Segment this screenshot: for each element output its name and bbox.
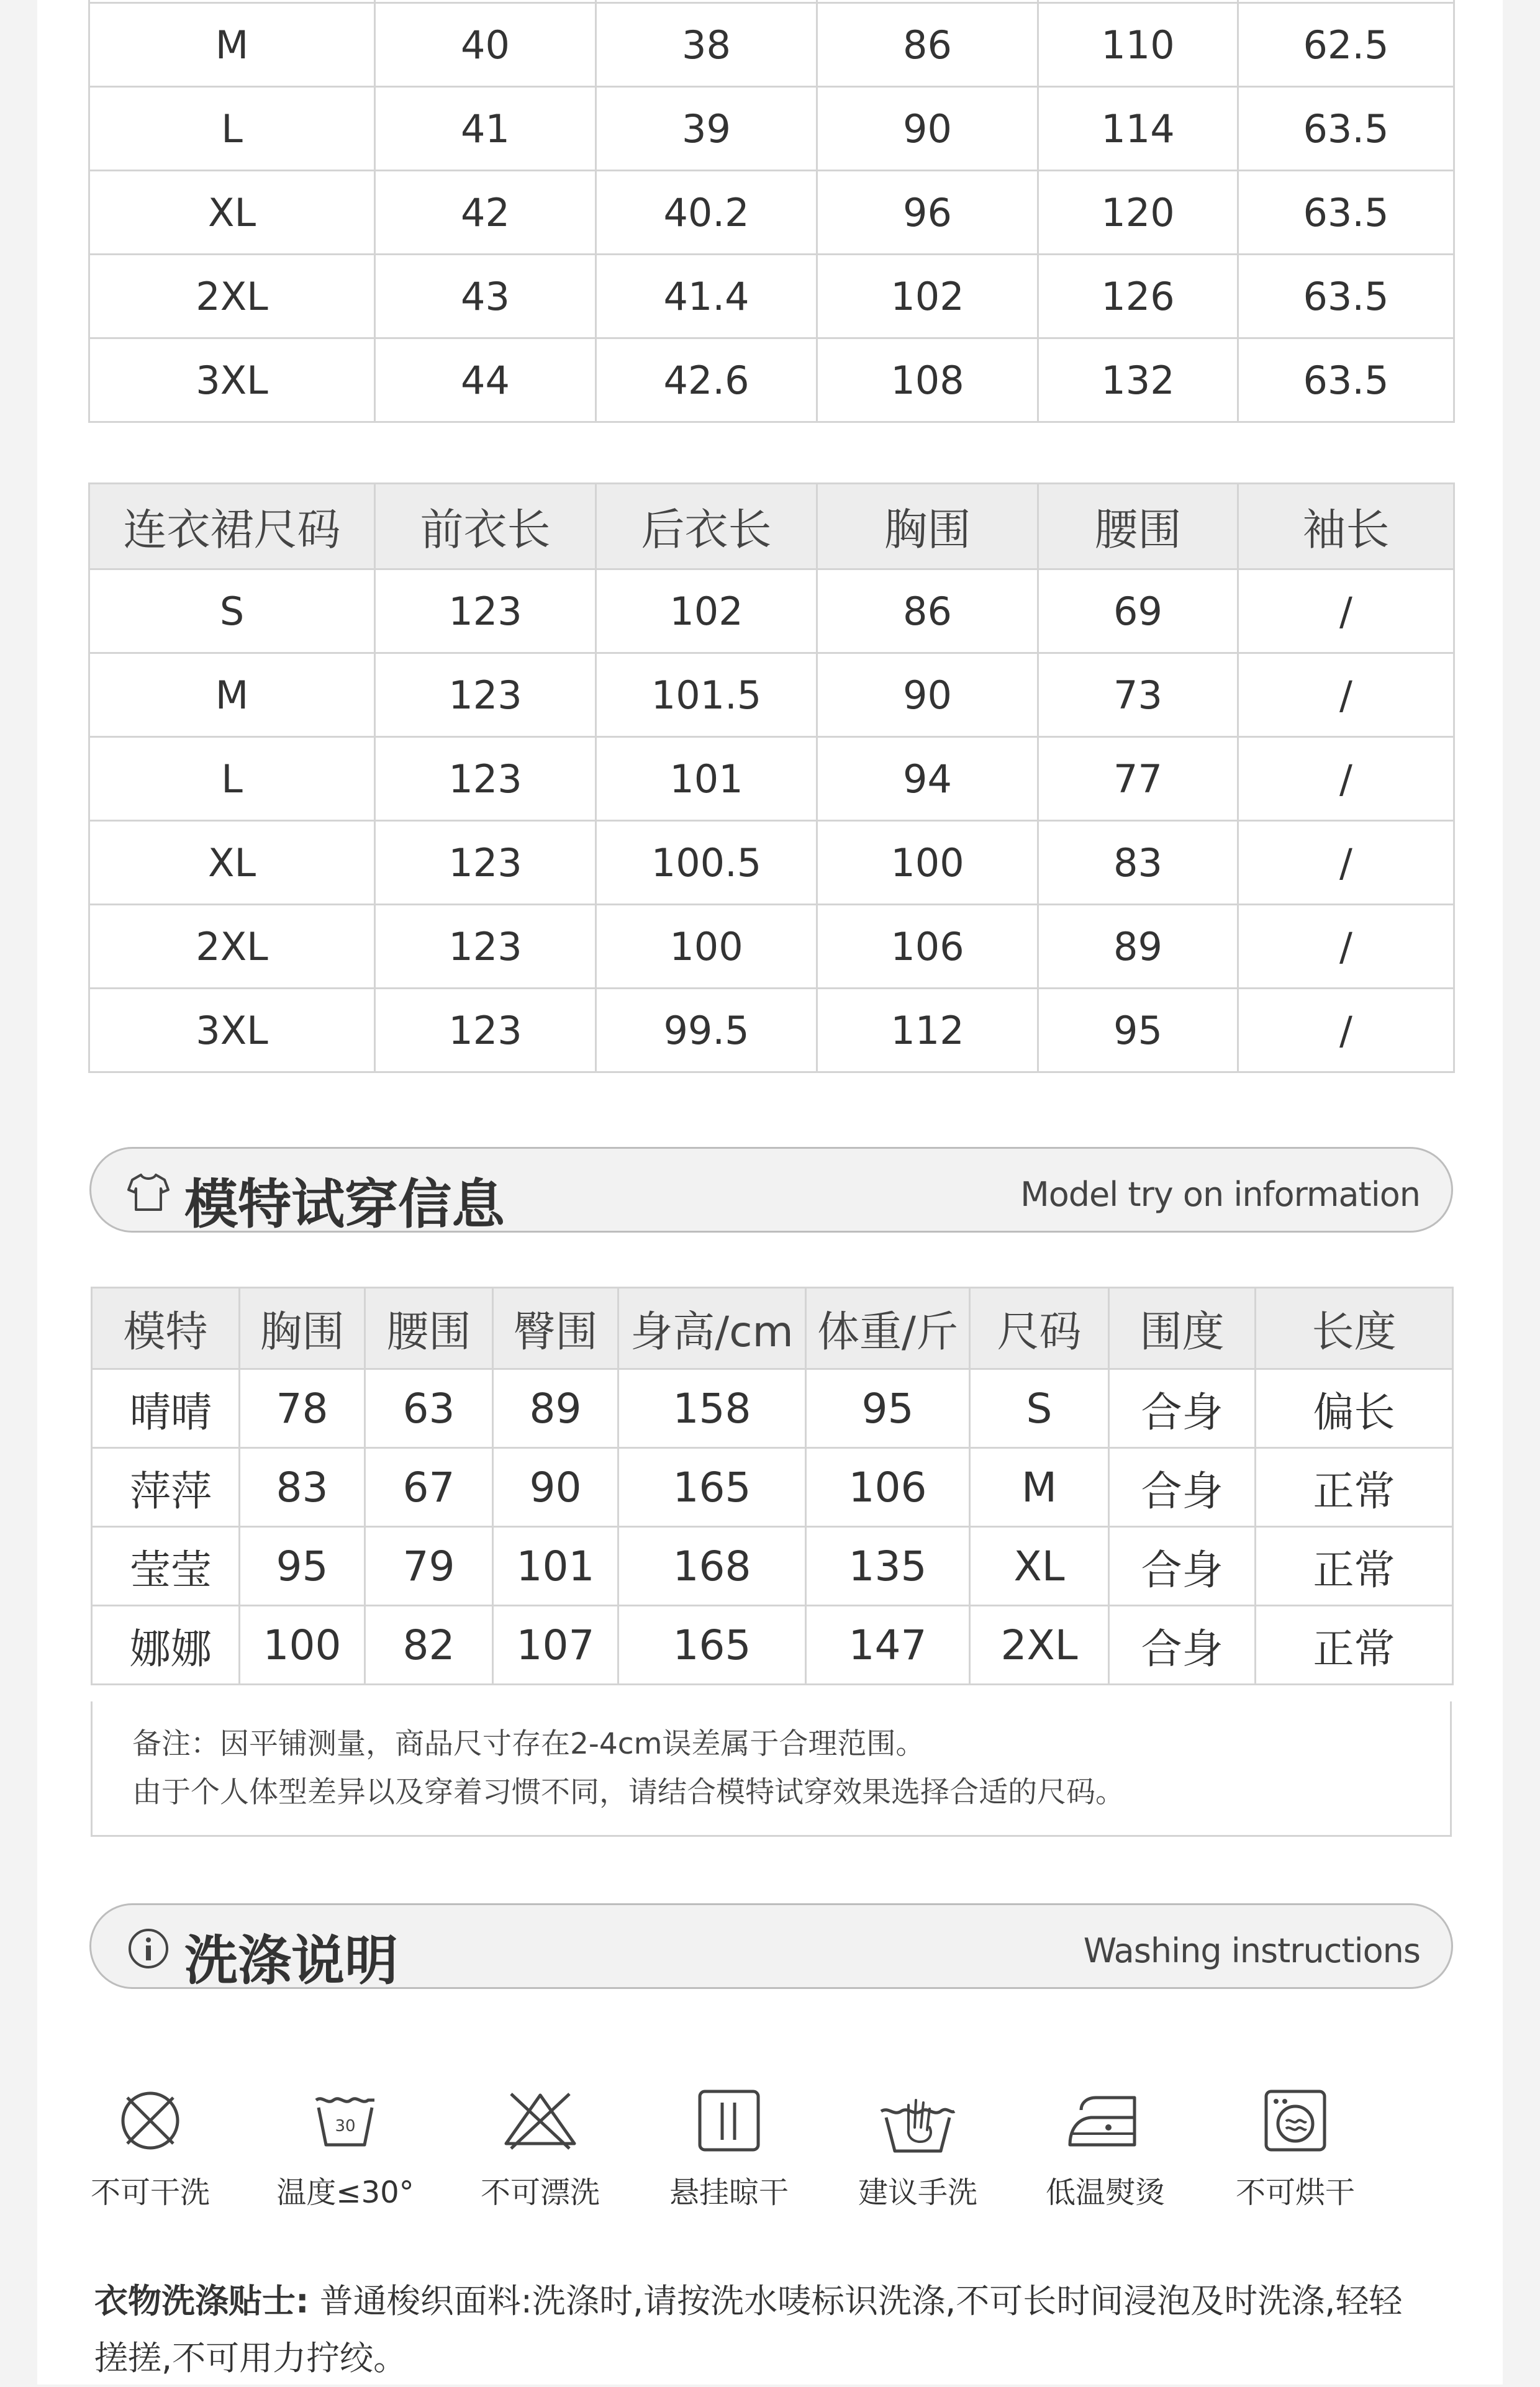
section-subtitle: Model try on information: [1020, 1175, 1420, 1214]
table-cell: 132: [1038, 338, 1238, 422]
table-cell: 96: [817, 171, 1038, 255]
table-cell: 100: [240, 1606, 365, 1685]
table-cell: 165: [618, 1448, 806, 1527]
section-title: 模特试穿信息: [184, 1174, 505, 1236]
table-row: [89, 989, 1454, 1072]
table-row: [92, 1448, 1453, 1527]
column-header: 腰围: [365, 1288, 493, 1369]
table-cell: 41: [375, 87, 596, 171]
table-cell: 90: [817, 653, 1038, 737]
table-cell: 86: [817, 3, 1038, 87]
tips-line: [94, 2273, 1523, 2330]
low-iron-icon: [1031, 2086, 1180, 2155]
table-cell: 40: [375, 3, 596, 87]
wash-label: 不可干洗: [90, 2175, 210, 2210]
table-cell: 69: [1038, 569, 1238, 653]
wash-item-temperature: [271, 2086, 420, 2211]
table-cell: 123: [375, 737, 596, 821]
table-cell: 95: [240, 1527, 365, 1606]
table-cell: 86: [817, 569, 1038, 653]
table-cell: /: [1238, 905, 1454, 989]
table-cell: 95: [1038, 989, 1238, 1072]
table-cell: 126: [1038, 255, 1238, 338]
model-name: 莹莹: [92, 1527, 240, 1606]
table-cell: 77: [1038, 737, 1238, 821]
table-row: [92, 1369, 1453, 1448]
column-header: 前衣长: [375, 484, 596, 569]
wash-item-low-iron: [1031, 2086, 1180, 2211]
column-header: 连衣裙尺码: [89, 484, 375, 569]
section-subtitle: Washing instructions: [1083, 1931, 1420, 1970]
table-cell: 147: [806, 1606, 970, 1685]
column-header: 胸围: [240, 1288, 365, 1369]
table-cell: 2XL: [89, 255, 375, 338]
table-cell: M: [89, 653, 375, 737]
table-cell: 合身: [1109, 1527, 1256, 1606]
wash-item-hang-dry: [654, 2086, 804, 2211]
wash-30-icon: [271, 2086, 420, 2155]
table-cell: 82: [365, 1606, 493, 1685]
table-cell: 101.5: [596, 653, 817, 737]
washing-tips: [94, 2273, 1523, 2387]
dress-size-table: [88, 482, 1455, 1073]
table-cell: /: [1238, 821, 1454, 905]
table-cell: 94: [817, 737, 1038, 821]
wash-label: 不可漂洗: [480, 2175, 600, 2210]
table-row: [92, 1606, 1453, 1685]
table-cell: 63.5: [1238, 87, 1454, 171]
table-cell: 83: [240, 1448, 365, 1527]
wash-label: 悬挂晾干: [669, 2175, 789, 2210]
column-header: 体重/斤: [806, 1288, 970, 1369]
column-header: 袖长: [1238, 484, 1454, 569]
column-header: 尺码: [970, 1288, 1109, 1369]
table-cell: 168: [618, 1527, 806, 1606]
table-cell: 42: [375, 171, 596, 255]
no-dry-clean-icon: [76, 2086, 225, 2155]
table-row: [89, 569, 1454, 653]
table-cell: 100.5: [596, 821, 817, 905]
table-cell: 38: [596, 3, 817, 87]
table-cell: 102: [596, 569, 817, 653]
table-cell: 114: [1038, 87, 1238, 171]
table-cell: 135: [806, 1527, 970, 1606]
table-cell: 123: [375, 989, 596, 1072]
table-row: [89, 737, 1454, 821]
table-cell: 偏长: [1256, 1369, 1453, 1448]
wash-item-no-bleach: [466, 2086, 615, 2211]
model-name: 娜娜: [92, 1606, 240, 1685]
table-row: [89, 87, 1454, 171]
tips-label: 衣物洗涤贴士:: [94, 2281, 309, 2321]
table-cell: 39: [596, 87, 817, 171]
hang-dry-icon: [654, 2086, 804, 2155]
table-cell: 89: [493, 1369, 618, 1448]
table-cell: 89: [1038, 905, 1238, 989]
table-cell: 90: [817, 87, 1038, 171]
table-cell: 106: [806, 1448, 970, 1527]
column-header: 臀围: [493, 1288, 618, 1369]
table-cell: XL: [89, 171, 375, 255]
table-cell: 123: [375, 653, 596, 737]
tips-text: 普通梭织面料:洗涤时,请按洗水唛标识洗涤,不可长时间浸泡及时洗涤,轻轻: [309, 2281, 1403, 2321]
table-header-row: [89, 484, 1454, 569]
table-cell: 99.5: [596, 989, 817, 1072]
wash-label: 低温熨烫: [1045, 2175, 1165, 2210]
table-cell: 108: [817, 338, 1038, 422]
table-cell: 83: [1038, 821, 1238, 905]
table-cell: 101: [493, 1527, 618, 1606]
size-table-top-body: [89, 0, 1454, 422]
table-cell: XL: [89, 821, 375, 905]
size-table-top: [88, 0, 1455, 423]
table-cell: 3XL: [89, 338, 375, 422]
table-cell: 123: [375, 821, 596, 905]
column-header: 身高/cm: [618, 1288, 806, 1369]
table-cell: 正常: [1256, 1448, 1453, 1527]
table-cell: 63: [365, 1369, 493, 1448]
table-cell: 165: [618, 1606, 806, 1685]
table-cell: 44: [375, 338, 596, 422]
hand-wash-icon: [843, 2086, 992, 2155]
table-row: [92, 1527, 1453, 1606]
column-header: 胸围: [817, 484, 1038, 569]
wash-item-hand-wash: [843, 2086, 992, 2211]
table-cell: 112: [817, 989, 1038, 1072]
no-tumble-dry-icon: [1221, 2086, 1370, 2155]
table-cell: 41.4: [596, 255, 817, 338]
model-name: 晴晴: [92, 1369, 240, 1448]
table-cell: 79: [365, 1527, 493, 1606]
table-cell: M: [89, 3, 375, 87]
table-cell: 40.2: [596, 171, 817, 255]
table-cell: 2XL: [89, 905, 375, 989]
wash-item-no-tumble-dry: [1221, 2086, 1370, 2211]
table-cell: 95: [806, 1369, 970, 1448]
note-line: 备注：因平铺测量，商品尺寸存在2-4cm误差属于合理范围。: [132, 1727, 925, 1761]
table-cell: /: [1238, 737, 1454, 821]
table-cell: 67: [365, 1448, 493, 1527]
table-cell: 110: [1038, 3, 1238, 87]
table-cell: 43: [375, 255, 596, 338]
table-cell: 63.5: [1238, 338, 1454, 422]
table-cell: 合身: [1109, 1606, 1256, 1685]
table-cell: 63.5: [1238, 255, 1454, 338]
note-line: 由于个人体型差异以及穿着习惯不同，请结合模特试穿效果选择合适的尺码。: [132, 1775, 1125, 1810]
table-cell: 123: [375, 569, 596, 653]
table-cell: L: [89, 87, 375, 171]
table-cell: 158: [618, 1369, 806, 1448]
table-cell: /: [1238, 653, 1454, 737]
table-cell: 102: [817, 255, 1038, 338]
washing-section-header: [89, 1903, 1453, 1992]
wash-item-no-dry-clean: [76, 2086, 225, 2211]
table-cell: 107: [493, 1606, 618, 1685]
table-cell: 78: [240, 1369, 365, 1448]
table-cell: 2XL: [970, 1606, 1109, 1685]
table-cell: 63.5: [1238, 171, 1454, 255]
model-info-table: [91, 1287, 1454, 1685]
table-cell: 62.5: [1238, 3, 1454, 87]
table-cell: M: [970, 1448, 1109, 1527]
info-icon: [126, 1926, 171, 1971]
table-cell: L: [89, 737, 375, 821]
table-cell: 123: [375, 905, 596, 989]
table-row: [89, 821, 1454, 905]
model-section-header: [89, 1147, 1453, 1236]
product-detail-page: [37, 0, 1503, 2385]
column-header: 围度: [1109, 1288, 1256, 1369]
model-name: 萍萍: [92, 1448, 240, 1527]
table-cell: 90: [493, 1448, 618, 1527]
table-cell: 正常: [1256, 1527, 1453, 1606]
table-row: [89, 905, 1454, 989]
table-cell: 100: [596, 905, 817, 989]
wash-label: 温度≤30°: [276, 2175, 414, 2210]
wash-label: 不可烘干: [1235, 2175, 1355, 2210]
wash-label: 建议手洗: [858, 2175, 977, 2210]
table-cell: 正常: [1256, 1606, 1453, 1685]
table-cell: /: [1238, 989, 1454, 1072]
no-bleach-icon: [466, 2086, 615, 2155]
column-header: 腰围: [1038, 484, 1238, 569]
table-header-row: [92, 1288, 1453, 1369]
wash-temp-badge: 30: [335, 2117, 356, 2136]
shirt-icon: [126, 1170, 171, 1215]
measurement-note: [91, 1701, 1452, 1837]
table-row: [89, 338, 1454, 422]
table-cell: 106: [817, 905, 1038, 989]
table-cell: 120: [1038, 171, 1238, 255]
table-cell: S: [970, 1369, 1109, 1448]
table-row: [89, 171, 1454, 255]
column-header: 后衣长: [596, 484, 817, 569]
table-cell: 3XL: [89, 989, 375, 1072]
table-cell: 合身: [1109, 1448, 1256, 1527]
table-cell: 73: [1038, 653, 1238, 737]
section-title: 洗涤说明: [184, 1930, 398, 1992]
table-cell: XL: [970, 1527, 1109, 1606]
table-cell: 100: [817, 821, 1038, 905]
table-row: [89, 3, 1454, 87]
table-cell: /: [1238, 569, 1454, 653]
column-header: 长度: [1256, 1288, 1453, 1369]
column-header: 模特: [92, 1288, 240, 1369]
table-cell: 合身: [1109, 1369, 1256, 1448]
table-row: [89, 653, 1454, 737]
table-cell: 42.6: [596, 338, 817, 422]
table-cell: S: [89, 569, 375, 653]
table-row: [89, 255, 1454, 338]
tips-line: 搓搓,不可用力拧绞。: [94, 2339, 407, 2378]
table-cell: 101: [596, 737, 817, 821]
